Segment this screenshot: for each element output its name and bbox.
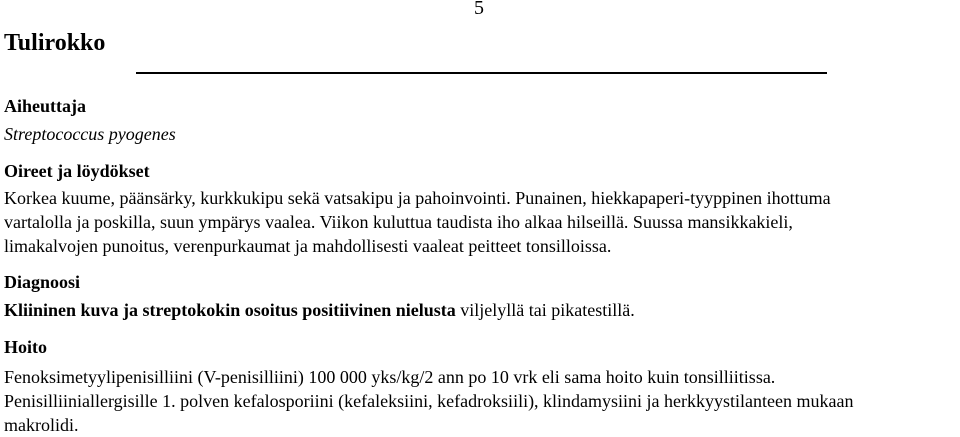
cause-organism: Streptococcus pyogenes <box>4 124 176 144</box>
diagnosis-text <box>4 300 635 321</box>
page-title: Tulirokko <box>4 30 106 56</box>
treatment-paragraph <box>4 365 959 437</box>
symptoms-paragraph <box>4 186 959 258</box>
diagnosis-heading: Diagnoosi <box>4 272 81 292</box>
symptoms-line: vartalolla ja poskilla, suun ympärys vaalea. Viikon kuluttua taudista iho alkaa hilseillä. Suussa mansikkakieli, <box>4 212 793 232</box>
title-rule <box>136 72 827 74</box>
diagnosis-bold-text: Kliininen kuva ja streptokokin osoitus positiivinen nielusta <box>4 300 456 320</box>
treatment-line: Penisilliiniallergisille 1. polven kefalosporiini (kefaleksiini, kefadroksiili), klindamysiini ja herkkyystilanteen mukaan <box>4 391 854 411</box>
symptoms-line: Korkea kuume, päänsärky, kurkkukipu sekä vatsakipu ja pahoinvointi. Punainen, hiekkapaperi-tyyppinen ihottuma <box>4 188 831 208</box>
cause-heading: Aiheuttaja <box>4 96 86 116</box>
treatment-line: makrolidi. <box>4 415 79 435</box>
symptoms-line: limakalvojen punoitus, verenpurkaumat ja mahdollisesti vaaleat peitteet tonsilloissa. <box>4 236 612 256</box>
diagnosis-rest-text: viljelyllä tai pikatestillä. <box>455 300 635 320</box>
page-number: 5 <box>474 0 484 19</box>
treatment-line: Fenoksimetyylipenisilliini (V-penisilliini) 100 000 yks/kg/2 ann po 10 vrk eli sama hoito kuin tonsilliitissa. <box>4 367 776 387</box>
treatment-heading: Hoito <box>4 337 47 357</box>
symptoms-heading: Oireet ja löydökset <box>4 161 150 181</box>
